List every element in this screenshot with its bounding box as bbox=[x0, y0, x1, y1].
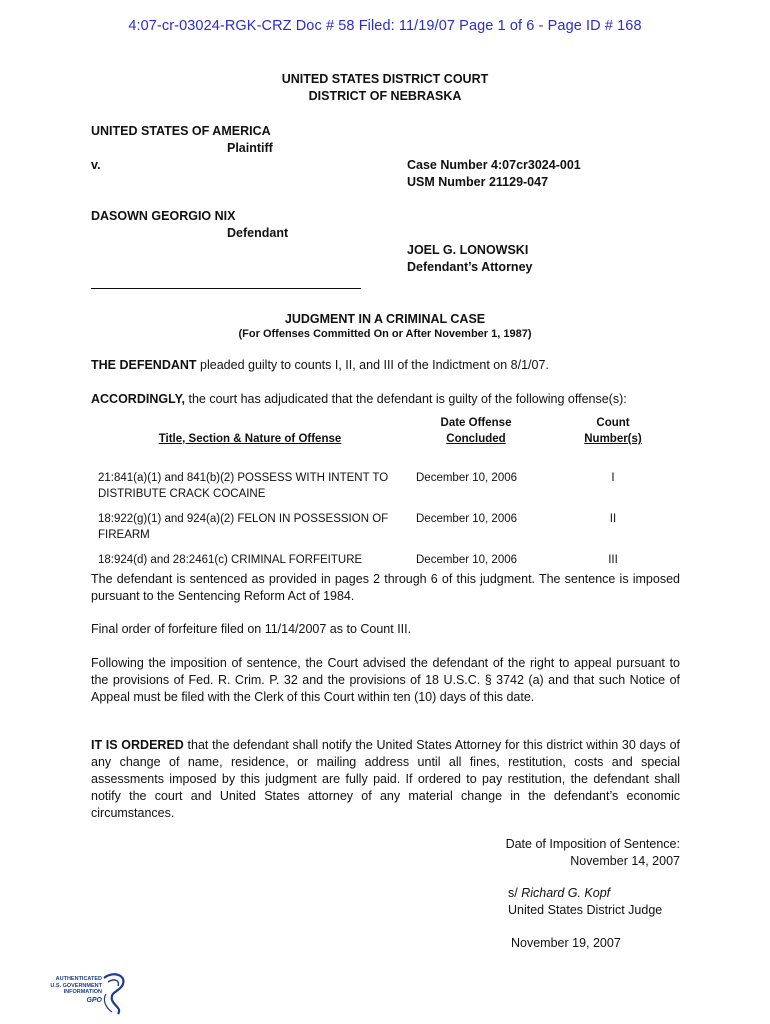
imposition-label: Date of Imposition of Sentence: bbox=[505, 837, 680, 851]
column-header-date-line2: Concluded bbox=[446, 433, 506, 445]
attorney-role: Defendant’s Attorney bbox=[407, 260, 533, 274]
appeal-paragraph: Following the imposition of sentence, the Court advised the defendant of the right to appeal pursuant to the provisions of Fed. R. Crim. P. 32 and the provisions of 18 U.S.C. § 3742 (a) and that such Notice of Appeal must be filed with the Clerk of this Court within ten (10) days of this date. bbox=[91, 656, 680, 704]
offense-row-1-count: I bbox=[611, 472, 615, 484]
attorney-name: JOEL G. LONOWSKI bbox=[407, 243, 529, 257]
gpo-logo-text: AUTHENTICATED U.S. GOVERNMENT INFORMATION GPO bbox=[40, 976, 102, 1004]
accordingly-text: the court has adjudicated that the defendant is guilty of the following offense(s): bbox=[185, 392, 627, 406]
gpo-mark: GPO bbox=[86, 996, 102, 1004]
sentence-paragraph: The defendant is sentenced as provided in pages 2 through 6 of this judgment. The sentence is imposed pursuant to the Sentencing Reform Act of 1984. bbox=[91, 572, 680, 603]
signature-date: November 19, 2007 bbox=[511, 936, 621, 950]
offense-row-1-title: 21:841(a)(1) and 841(b)(2) POSSESS WITH INTENT TO DISTRIBUTE CRACK COCAINE bbox=[98, 472, 389, 500]
imposition-date: November 14, 2007 bbox=[570, 854, 680, 868]
signature-prefix: s/ bbox=[508, 886, 522, 900]
defendant-role: Defendant bbox=[227, 226, 289, 240]
versus: v. bbox=[91, 158, 101, 172]
judgment-subtitle: (For Offenses Committed On or After November 1, 1987) bbox=[238, 328, 532, 340]
offense-row-3-date: December 10, 2006 bbox=[416, 554, 518, 566]
usm-number: USM Number 21129-047 bbox=[407, 175, 549, 189]
ordered-text: that the defendant shall notify the United States Attorney for this district within 30 days of any change of name, residence, or mailing address until all fines, restitution, costs and special assessments imposed by this judgment are fully paid. If ordered to pay restitution, the defendant shall notify the court and United States attorney of any material change in the defendant’s economic circumstances. bbox=[91, 738, 681, 820]
plea-text: pleaded guilty to counts I, II, and III of the Indictment on 8/1/07. bbox=[196, 358, 549, 372]
column-header-count-line1: Count bbox=[596, 417, 630, 429]
ordered-lead: IT IS ORDERED bbox=[91, 738, 184, 752]
filing-header-stamp: 4:07-cr-03024-RGK-CRZ Doc # 58 Filed: 11/19/07 Page 1 of 6 - Page ID # 168 bbox=[128, 18, 642, 34]
column-header-count-line2: Number(s) bbox=[584, 433, 642, 445]
plaintiff-role: Plaintiff bbox=[227, 141, 273, 155]
offense-row-2-title: 18:922(g)(1) and 924(a)(2) FELON IN POSSESSION OF FIREARM bbox=[98, 513, 389, 541]
imposition-block bbox=[506, 836, 680, 870]
offense-row-3-title: 18:924(d) and 28:2461(c) CRIMINAL FORFEITURE bbox=[98, 554, 363, 566]
offense-row-1-date: December 10, 2006 bbox=[416, 472, 518, 484]
caption-divider bbox=[91, 288, 361, 289]
plea-lead: THE DEFENDANT bbox=[91, 358, 197, 372]
defendant-name: DASOWN GEORGIO NIX bbox=[91, 209, 236, 223]
court-name: UNITED STATES DISTRICT COURT bbox=[281, 72, 489, 86]
plea-paragraph bbox=[91, 357, 680, 374]
court-district: DISTRICT OF NEBRASKA bbox=[308, 89, 462, 103]
offense-row-2-count: II bbox=[609, 513, 617, 525]
signature-name: Richard G. Kopf bbox=[521, 886, 611, 900]
column-header-offense: Title, Section & Nature of Offense bbox=[158, 433, 342, 445]
accordingly-paragraph bbox=[91, 391, 680, 408]
column-header-date-line1: Date Offense bbox=[440, 417, 512, 429]
court-heading bbox=[0, 71, 770, 105]
accordingly-lead: ACCORDINGLY, bbox=[91, 392, 185, 406]
judge-title: United States District Judge bbox=[508, 903, 663, 917]
judgment-title: JUDGMENT IN A CRIMINAL CASE bbox=[284, 312, 486, 326]
plaintiff-name: UNITED STATES OF AMERICA bbox=[91, 124, 271, 138]
eagle-icon bbox=[100, 972, 130, 1016]
gpo-authentication-logo bbox=[40, 972, 130, 1016]
forfeiture-paragraph: Final order of forfeiture filed on 11/14/2007 as to Count III. bbox=[91, 622, 412, 636]
offense-row-3-count: III bbox=[608, 554, 618, 566]
offense-row-2-date: December 10, 2006 bbox=[416, 513, 518, 525]
ordered-paragraph bbox=[91, 737, 680, 822]
judge-signature bbox=[508, 885, 610, 902]
case-number: Case Number 4:07cr3024-001 bbox=[407, 158, 581, 172]
